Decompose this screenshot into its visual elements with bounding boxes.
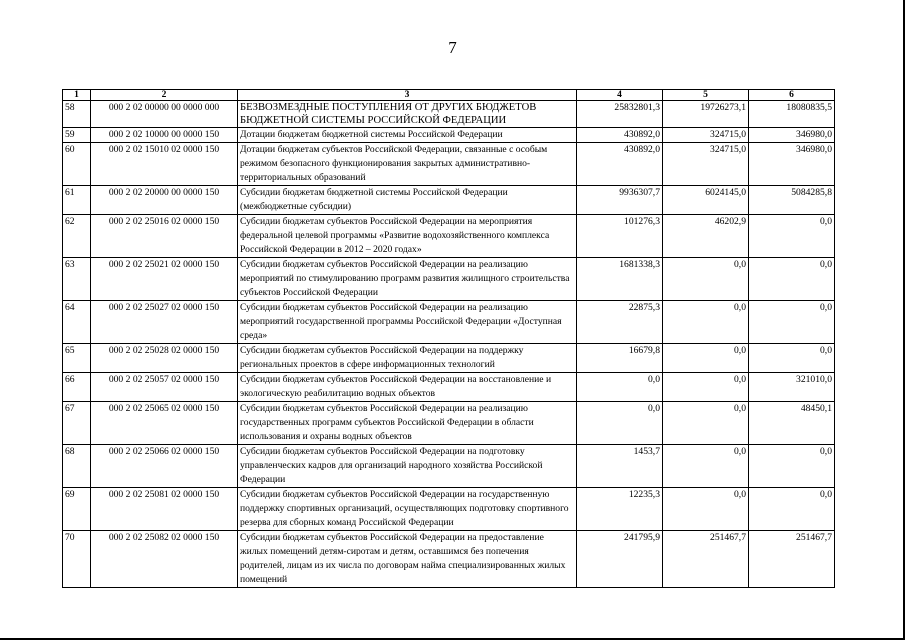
value-col-5: 46202,9	[663, 215, 749, 258]
budget-code: 000 2 02 20000 00 0000 150	[91, 186, 238, 215]
table-row	[63, 531, 835, 588]
income-name: Дотации бюджетам бюджетной системы Российской Федерации	[238, 128, 577, 143]
column-header-1: 1	[63, 90, 91, 101]
value-col-4: 9936307,7	[577, 186, 663, 215]
table-row	[63, 301, 835, 344]
value-col-4: 16679,8	[577, 344, 663, 373]
row-number: 68	[63, 445, 91, 488]
value-col-6: 0,0	[749, 445, 835, 488]
budget-code: 000 2 02 25021 02 0000 150	[91, 258, 238, 301]
value-col-4: 0,0	[577, 402, 663, 445]
row-number: 65	[63, 344, 91, 373]
budget-code: 000 2 02 25082 02 0000 150	[91, 531, 238, 588]
row-number: 64	[63, 301, 91, 344]
income-name: Субсидии бюджетам субъектов Российской Федерации на реализацию государственных программ субъектов Российской Федерации в области использования и охраны водных объектов	[238, 402, 577, 445]
row-number: 67	[63, 402, 91, 445]
value-col-6: 251467,7	[749, 531, 835, 588]
row-number: 66	[63, 373, 91, 402]
table-row	[63, 445, 835, 488]
value-col-4: 22875,3	[577, 301, 663, 344]
value-col-5: 19726273,1	[663, 101, 749, 128]
value-col-4: 1453,7	[577, 445, 663, 488]
budget-code: 000 2 02 15010 02 0000 150	[91, 143, 238, 186]
value-col-6: 0,0	[749, 215, 835, 258]
value-col-5: 251467,7	[663, 531, 749, 588]
value-col-6: 5084285,8	[749, 186, 835, 215]
value-col-6: 48450,1	[749, 402, 835, 445]
row-number: 60	[63, 143, 91, 186]
budget-code: 000 2 02 10000 00 0000 150	[91, 128, 238, 143]
table-row	[63, 215, 835, 258]
value-col-5: 6024145,0	[663, 186, 749, 215]
income-name: Субсидии бюджетам субъектов Российской Федерации на поддержку региональных проектов в сфере информационных технологий	[238, 344, 577, 373]
income-name: Субсидии бюджетам субъектов Российской Федерации на подготовку управленческих кадров для организаций народного хозяйства Российской Федерации	[238, 445, 577, 488]
value-col-6: 18080835,5	[749, 101, 835, 128]
value-col-5: 0,0	[663, 445, 749, 488]
table-row	[63, 373, 835, 402]
value-col-6: 0,0	[749, 301, 835, 344]
table-row	[63, 258, 835, 301]
table-row	[63, 128, 835, 143]
value-col-6: 321010,0	[749, 373, 835, 402]
value-col-4: 430892,0	[577, 143, 663, 186]
column-header-3: 3	[238, 90, 577, 101]
value-col-4: 25832801,3	[577, 101, 663, 128]
table-row	[63, 344, 835, 373]
value-col-5: 0,0	[663, 344, 749, 373]
value-col-5: 324715,0	[663, 143, 749, 186]
column-header-6: 6	[749, 90, 835, 101]
value-col-5: 324715,0	[663, 128, 749, 143]
value-col-5: 0,0	[663, 301, 749, 344]
table-row	[63, 488, 835, 531]
budget-code: 000 2 02 25028 02 0000 150	[91, 344, 238, 373]
income-name: БЕЗВОЗМЕЗДНЫЕ ПОСТУПЛЕНИЯ ОТ ДРУГИХ БЮДЖЕТОВ БЮДЖЕТНОЙ СИСТЕМЫ РОССИЙСКОЙ ФЕДЕРАЦИИ	[238, 101, 577, 128]
budget-code: 000 2 02 00000 00 0000 000	[91, 101, 238, 128]
row-number: 69	[63, 488, 91, 531]
row-number: 62	[63, 215, 91, 258]
value-col-5: 0,0	[663, 402, 749, 445]
row-number: 70	[63, 531, 91, 588]
income-name: Субсидии бюджетам субъектов Российской Федерации на восстановление и экологическую реабилитацию водных объектов	[238, 373, 577, 402]
header-row	[63, 90, 835, 101]
table-row	[63, 101, 835, 128]
row-number: 59	[63, 128, 91, 143]
budget-code: 000 2 02 25066 02 0000 150	[91, 445, 238, 488]
value-col-6: 346980,0	[749, 143, 835, 186]
table-body	[63, 101, 835, 588]
row-number: 63	[63, 258, 91, 301]
budget-code: 000 2 02 25016 02 0000 150	[91, 215, 238, 258]
budget-code: 000 2 02 25057 02 0000 150	[91, 373, 238, 402]
value-col-6: 346980,0	[749, 128, 835, 143]
budget-code: 000 2 02 25027 02 0000 150	[91, 301, 238, 344]
budget-code: 000 2 02 25065 02 0000 150	[91, 402, 238, 445]
table-row	[63, 186, 835, 215]
income-name: Субсидии бюджетам бюджетной системы Российской Федерации (межбюджетные субсидии)	[238, 186, 577, 215]
budget-code: 000 2 02 25081 02 0000 150	[91, 488, 238, 531]
value-col-5: 0,0	[663, 258, 749, 301]
value-col-5: 0,0	[663, 373, 749, 402]
value-col-4: 12235,3	[577, 488, 663, 531]
value-col-4: 1681338,3	[577, 258, 663, 301]
value-col-5: 0,0	[663, 488, 749, 531]
value-col-4: 241795,9	[577, 531, 663, 588]
column-header-2: 2	[91, 90, 238, 101]
budget-table	[62, 89, 835, 588]
column-header-5: 5	[663, 90, 749, 101]
table-row	[63, 402, 835, 445]
income-name: Субсидии бюджетам субъектов Российской Федерации на предоставление жилых помещений детям-сиротам и детям, оставшимся без попечения родителей, лицам из их числа по договорам найма специализированных жилых помещений	[238, 531, 577, 588]
income-name: Субсидии бюджетам субъектов Российской Федерации на реализацию мероприятий по стимулированию программ развития жилищного строительства субъектов Российской Федерации	[238, 258, 577, 301]
value-col-4: 0,0	[577, 373, 663, 402]
value-col-6: 0,0	[749, 258, 835, 301]
value-col-4: 430892,0	[577, 128, 663, 143]
income-name: Дотации бюджетам субъектов Российской Федерации, связанные с особым режимом безопасного функционирования закрытых административно-территориальных образований	[238, 143, 577, 186]
column-header-4: 4	[577, 90, 663, 101]
row-number: 61	[63, 186, 91, 215]
value-col-6: 0,0	[749, 488, 835, 531]
value-col-6: 0,0	[749, 344, 835, 373]
income-name: Субсидии бюджетам субъектов Российской Федерации на мероприятия федеральной целевой программы «Развитие водохозяйственного комплекса Российской Федерации в 2012 – 2020 годах»	[238, 215, 577, 258]
value-col-4: 101276,3	[577, 215, 663, 258]
table-row	[63, 143, 835, 186]
row-number: 58	[63, 101, 91, 128]
page-number: 7	[448, 38, 457, 57]
income-name: Субсидии бюджетам субъектов Российской Федерации на государственную поддержку спортивных организаций, осуществляющих подготовку спортивного резерва для сборных команд Российской Федерации	[238, 488, 577, 531]
income-name: Субсидии бюджетам субъектов Российской Федерации на реализацию мероприятий государственной программы Российской Федерации «Доступная среда»	[238, 301, 577, 344]
